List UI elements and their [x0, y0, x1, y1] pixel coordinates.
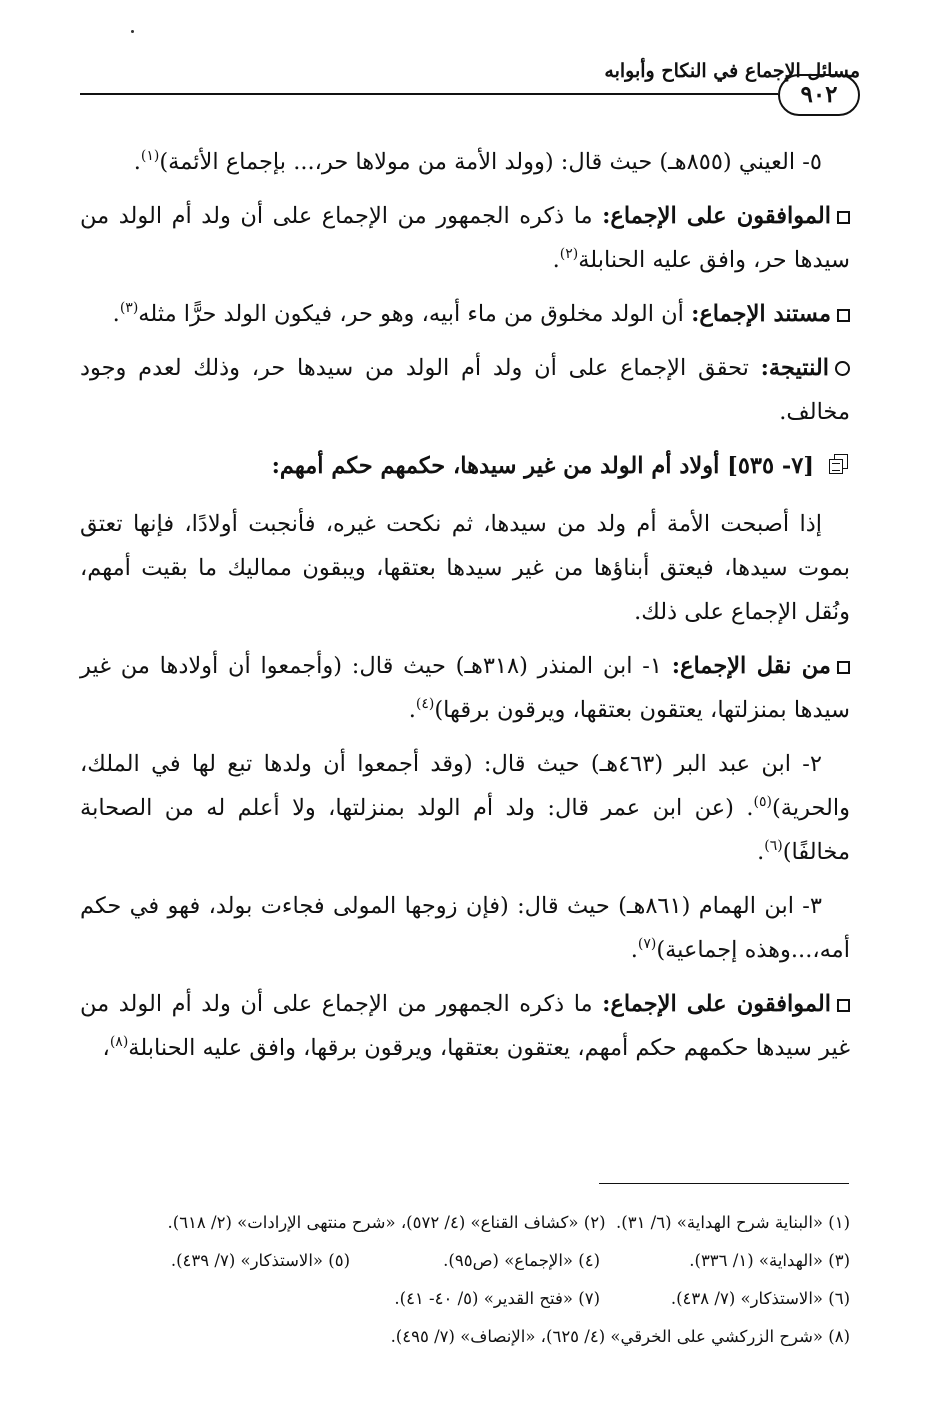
paragraph-text: ٥- العيني (٨٥٥هـ) حيث قال: (وولد الأمة من مولاها حر،... بإجماع الأئمة) [159, 149, 822, 175]
footnote-row [80, 1280, 850, 1318]
footnote-ref: (٣) [119, 300, 139, 316]
paragraph-label: الموافقون على الإجماع: [602, 203, 831, 229]
paragraph-text: ١- ابن المنذر (٣١٨هـ) حيث قال: (وأجمعوا أن أولادها من غير سيدها بمنزلتها، يعتقون بعتقها، ويرقون برقها) [80, 653, 850, 723]
header-rule [80, 93, 778, 95]
copy-icon [824, 454, 850, 476]
square-bullet-icon [837, 309, 850, 322]
page-body [80, 140, 850, 1080]
footnote-ref: (٦) [764, 838, 783, 854]
footnote-row [80, 1242, 850, 1280]
section-heading-text: [٧- ٥٣٥] أولاد أم الولد من غير سيدها، حكمهم حكم أمهم: [271, 453, 814, 479]
page-header [80, 58, 860, 118]
paragraph-text: تحقق الإجماع على أن ولد أم الولد من سيدها حر، وذلك لعدم وجود مخالف. [80, 355, 850, 425]
sentence-end: . [408, 697, 416, 723]
paragraph-4 [80, 346, 850, 434]
footnote-6: (٦) «الاستذكار» (٧/ ٤٣٨). [670, 1289, 850, 1308]
sentence-end: . [133, 149, 141, 175]
footnote-ref: (٨) [109, 1034, 129, 1050]
footnote-ref: (٤) [415, 696, 435, 712]
stray-mark [131, 30, 134, 33]
sentence-end: . [112, 301, 120, 327]
paragraph-3 [80, 292, 850, 336]
page-number: ٩٠٢ [778, 74, 860, 116]
section-heading [80, 444, 850, 488]
footnote-row [80, 1318, 850, 1356]
sentence-end: . [630, 937, 638, 963]
footnote-ref: (٥) [753, 794, 772, 810]
paragraph-label: الموافقون على الإجماع: [602, 991, 831, 1017]
footnote-ref: (٢) [559, 246, 579, 262]
paragraph-8 [80, 884, 850, 972]
footnote-row [80, 1204, 850, 1242]
paragraph-7 [80, 742, 850, 874]
square-bullet-icon [837, 999, 850, 1012]
paragraph-5 [80, 502, 850, 634]
square-bullet-icon [837, 211, 850, 224]
paragraph-label: من نقل الإجماع: [671, 653, 831, 679]
footnote-8: (٨) «شرح الزركشي على الخرقي» (٤/ ٦٢٥)، «الإنصاف» (٧/ ٤٩٥). [390, 1327, 850, 1346]
footnote-5: (٥) «الاستذكار» (٧/ ٤٣٩). [170, 1251, 350, 1270]
paragraph-text: ما ذكره الجمهور من الإجماع على أن ولد أم الولد من سيدها حر، وافق عليه الحنابلة [80, 203, 850, 273]
paragraph-2 [80, 194, 850, 282]
sentence-end: ، [102, 1035, 110, 1061]
paragraph-text: ٣- ابن الهمام (٨٦١هـ) حيث قال: (فإن زوجها المولى فجاءت بولد، فهو في حكم أمه،...وهذه إجماعية) [80, 893, 850, 963]
paragraph-text: أن الولد مخلوق من ماء أبيه، وهو حر، فيكون الولد حرًّا مثله [138, 301, 692, 327]
footnote-4: (٤) «الإجماع» (ص٩٥). [443, 1251, 600, 1270]
footnotes [80, 1204, 850, 1356]
footnote-ref: (١) [140, 148, 160, 164]
footnote-3: (٣) «الهداية» (١/ ٣٣٦). [689, 1251, 850, 1270]
paragraph-6 [80, 644, 850, 732]
paragraph-9 [80, 982, 850, 1070]
circle-bullet-icon [835, 361, 850, 376]
sentence-end: . [552, 247, 560, 273]
paragraph-label: مستند الإجماع: [691, 301, 831, 327]
paragraph-text-cont: . (عن ابن عمر قال: ولد أم الولد بمنزلتها، ولا أعلم له من الصحابة مخالفًا) [80, 795, 850, 865]
square-bullet-icon [837, 661, 850, 674]
sentence-end: . [757, 839, 765, 865]
paragraph-text: ما ذكره الجمهور من الإجماع على أن ولد أم الولد من غير سيدها حكمهم حكم أمهم، يعتقون بعتقها، ويرقون برقها، وافق عليه الحنابلة [80, 991, 850, 1061]
footnote-2: (٢) «كشاف القناع» (٤/ ٥٧٢)، «شرح منتهى الإرادات» (٢/ ٦١٨). [167, 1213, 606, 1232]
footnote-1: (١) «البناية شرح الهداية» (٦/ ٣١). [616, 1213, 850, 1232]
paragraph-text: إذا أصبحت الأمة أم ولد من سيدها، ثم نكحت غيره، فأنجبت أولادًا، فإنها تعتق بموت سيدها، فيعتق أبناؤها من غير سيدها بعتقها، ويبقون مماليك ما بقيت أمهم، ونُقل الإجماع على ذلك. [80, 511, 850, 625]
paragraph-text: ٢- ابن عبد البر (٤٦٣هـ) حيث قال: (وقد أجمعوا أن ولدها تبع لها في الملك، والحرية) [80, 751, 850, 821]
footnote-ref: (٧) [637, 936, 657, 952]
paragraph-label: النتيجة: [760, 355, 829, 381]
footnote-separator [599, 1183, 849, 1184]
footnote-7: (٧) «فتح القدير» (٥/ ٤٠- ٤١). [394, 1289, 600, 1308]
paragraph-1 [80, 140, 850, 184]
running-title: مسائل الإجماع في النكاح وأبوابه [604, 60, 860, 82]
